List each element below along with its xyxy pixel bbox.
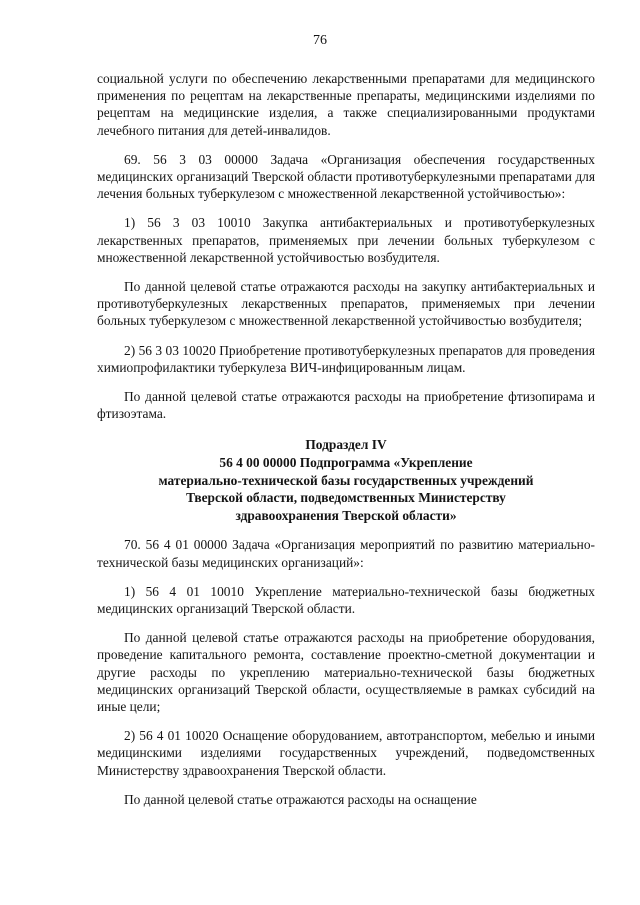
paragraph: По данной целевой статье отражаются расходы на закупку антибактериальных и противотуберкулезных лекарственных препаратов, применяемых при лечении больных туберкулезом с множественной лекарственной устойчивостью возбудителя; (97, 279, 595, 329)
paragraph: социальной услуги по обеспечению лекарственными препаратами для медицинского применения по рецептам на лекарственные препараты, медицинскими изделиями по рецептам на медицинские изделия, а также специализированными продуктами лечебного питания для детей-инвалидов. (97, 71, 595, 138)
page-number: 76 (313, 33, 327, 48)
document-body (97, 70, 595, 820)
heading-line: Подраздел IV (305, 437, 387, 453)
paragraph-item-70: 70. 56 4 01 00000 Задача «Организация мероприятий по развитию материально-технической базы медицинских организаций»: (97, 537, 595, 570)
paragraph: По данной целевой статье отражаются расходы на приобретение фтизопирама и фтизоэтама. (97, 389, 595, 422)
heading-line: здравоохранения Тверской области» (235, 507, 457, 523)
section-heading (97, 436, 595, 524)
paragraph: 1) 56 4 01 10010 Укрепление материально-технической базы бюджетных медицинских организаций Тверской области. (97, 583, 595, 617)
paragraph-item-69: 69. 56 3 03 00000 Задача «Организация обеспечения государственных медицинских организаций Тверской области противотуберкулезными препаратами для лечения больных туберкулезом с множественной лекарственной устойчивостью»: (97, 151, 595, 202)
paragraph: 1) 56 3 03 10010 Закупка антибактериальных и противотуберкулезных лекарственных препаратов, применяемых при лечении больных туберкулезом с множественной лекарственной устойчивостью возбудителя. (97, 215, 595, 265)
heading-line: материально-технической базы государственных учреждений (158, 472, 534, 488)
paragraph: 2) 56 4 01 10020 Оснащение оборудованием, автотранспортом, мебелью и иными медицинскими изделиями государственных учреждений, подведомственных Министерству здравоохранения Тверской области. (97, 728, 595, 778)
paragraph: По данной целевой статье отражаются расходы на приобретение оборудования, проведение капитального ремонта, составление проектно-сметной документации и другие расходы по укреплению материально-технической базы бюджетных медицинских организаций Тверской области, осуществляемые в рамках субсидий на иные цели; (97, 630, 595, 715)
heading-line: 56 4 00 00000 Подпрограмма «Укрепление (219, 455, 473, 471)
paragraph: 2) 56 3 03 10020 Приобретение противотуберкулезных препаратов для проведения химиопрофилактики туберкулеза ВИЧ-инфицированным лицам. (97, 342, 595, 375)
heading-line: Тверской области, подведомственных Министерству (186, 490, 506, 506)
paragraph: По данной целевой статье отражаются расходы на оснащение (124, 791, 477, 807)
